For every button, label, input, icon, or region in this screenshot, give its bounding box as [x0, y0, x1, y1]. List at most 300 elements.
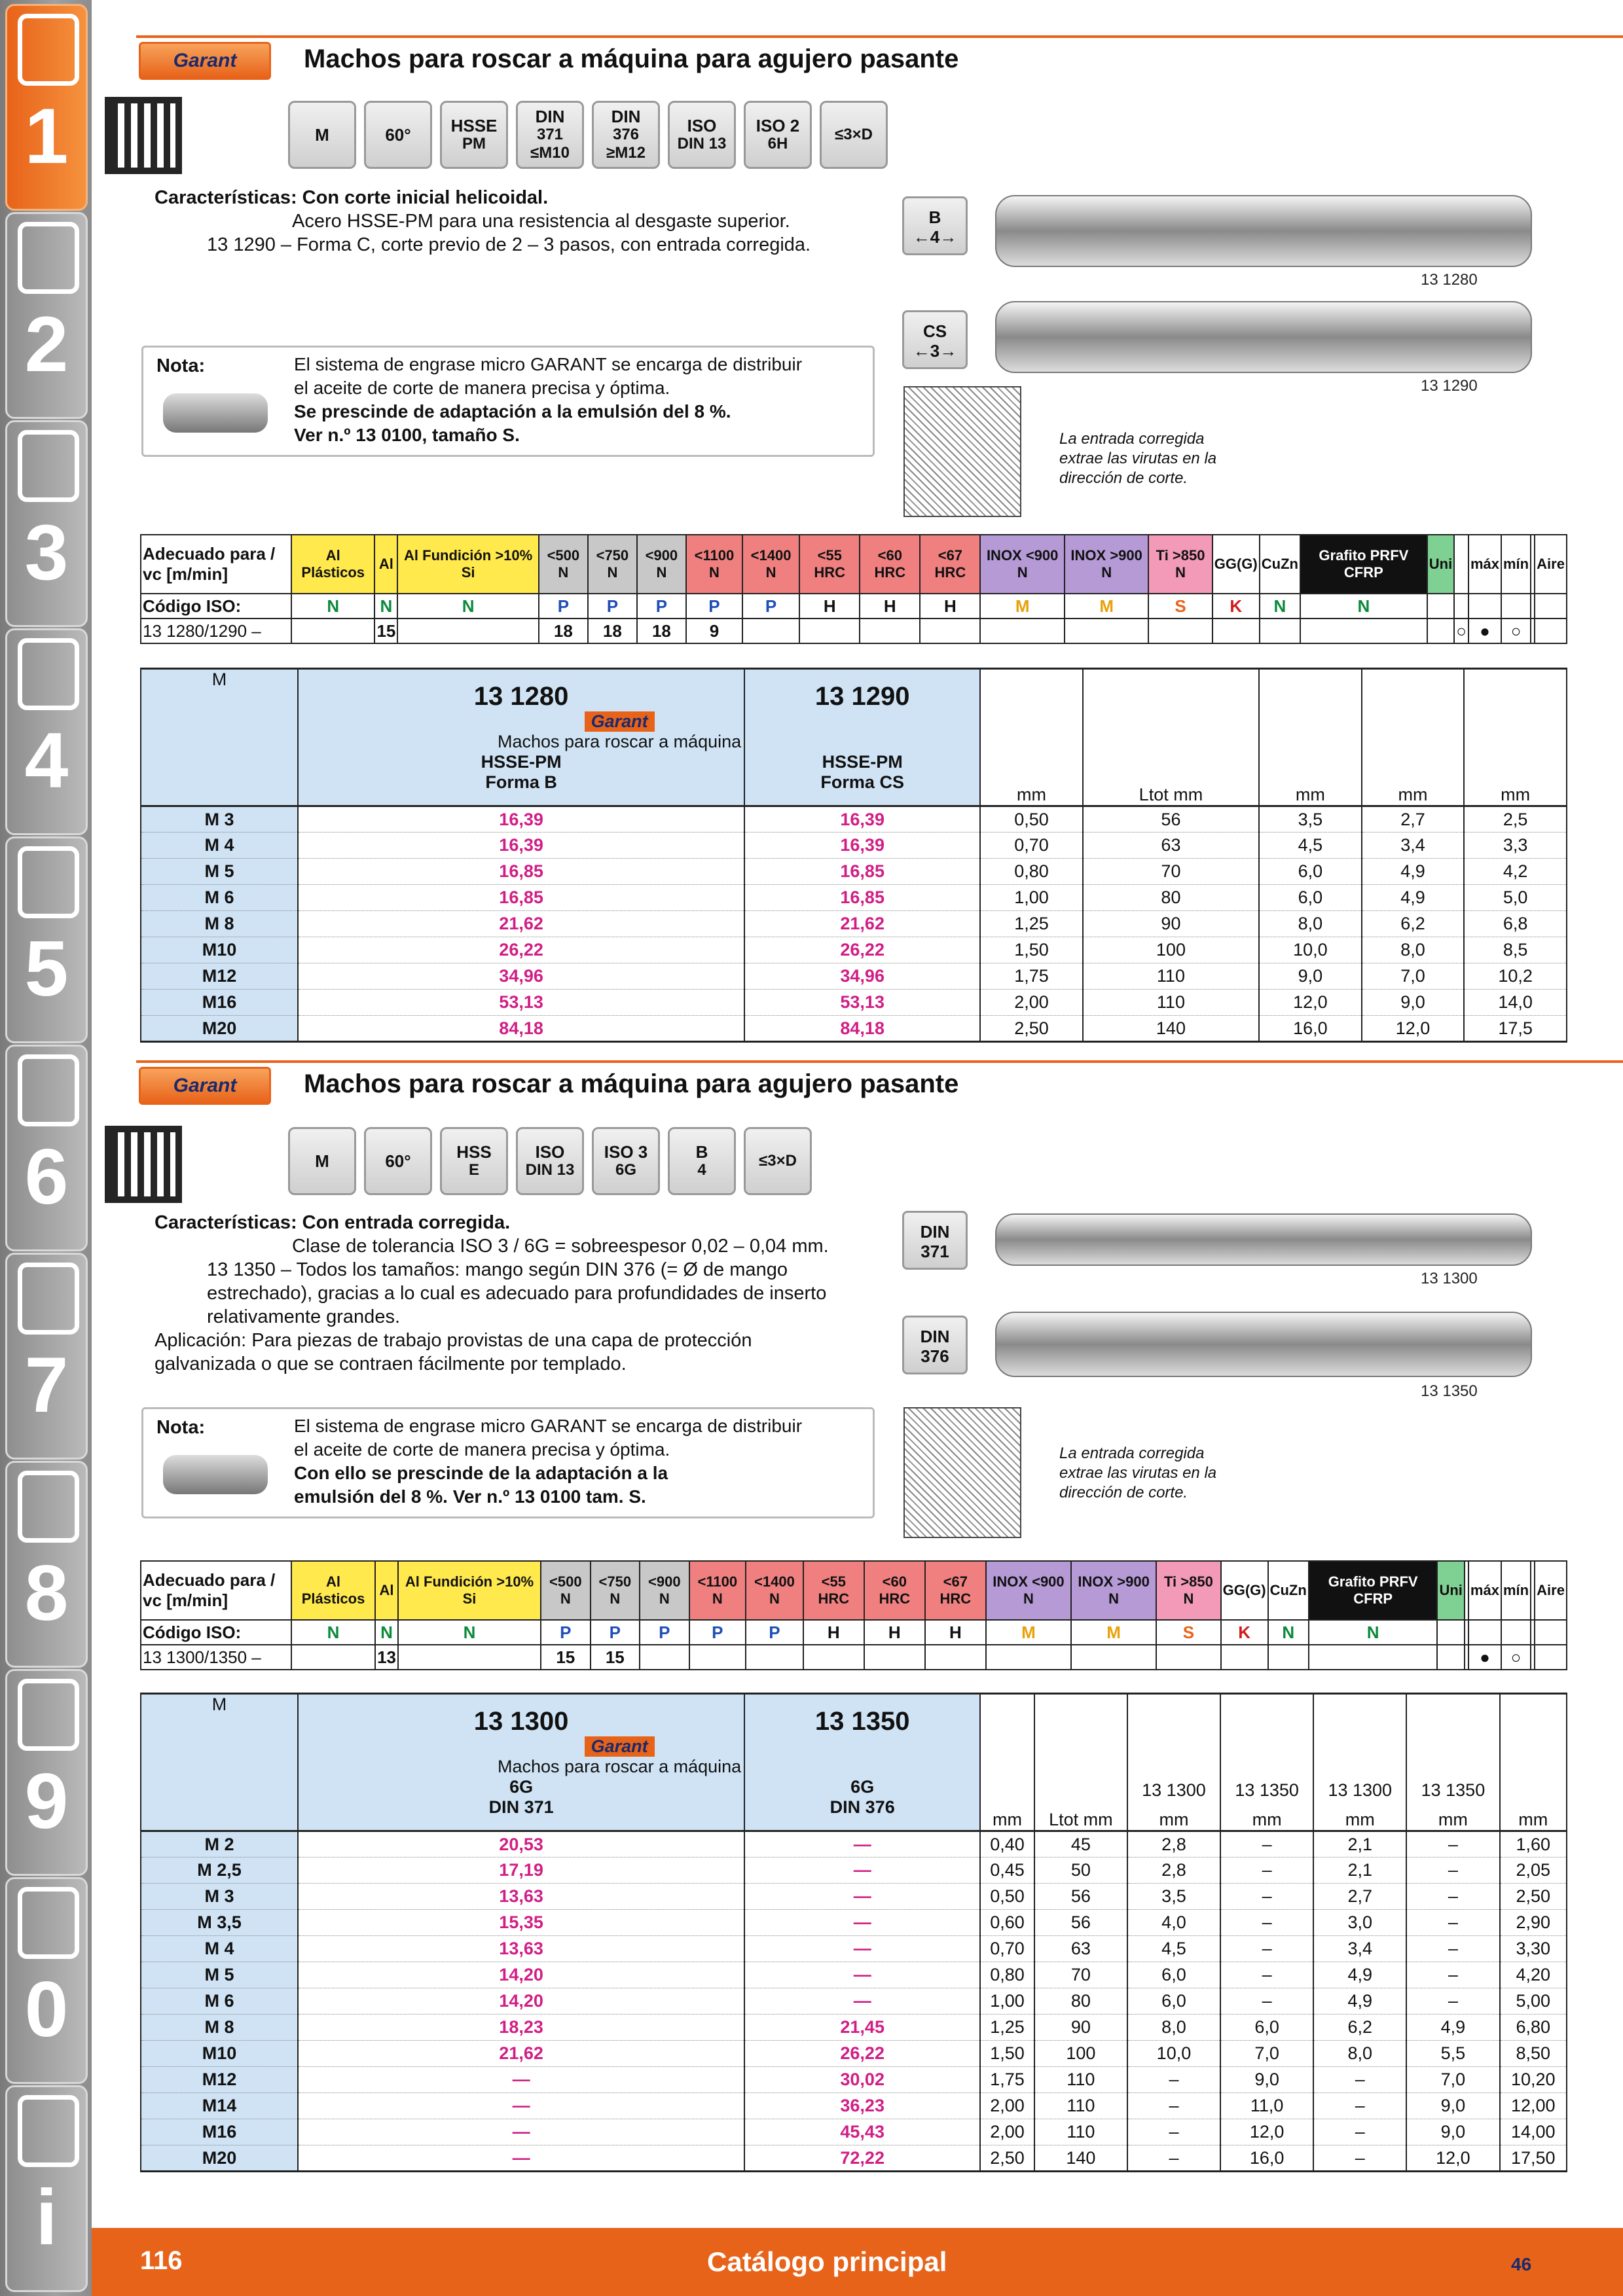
material-column: <60 HRC: [864, 1561, 925, 1620]
article-code: 13 1300: [473, 1707, 569, 1736]
iso-label: Código ISO:: [141, 594, 291, 619]
spec-symbol: [820, 101, 888, 169]
material-column: <750 N: [588, 535, 637, 594]
iso-code: [1535, 594, 1567, 619]
table-cell: 10,20: [1500, 2067, 1567, 2093]
iso-code: P: [689, 1620, 746, 1645]
photo-caption: 13 1350: [1421, 1382, 1478, 1400]
shape-label: CS: [922, 321, 947, 341]
chapter-tab-i[interactable]: [5, 2085, 88, 2292]
iso-code: N: [398, 1620, 541, 1645]
dimension-header: 13 1300 mm: [1127, 1694, 1220, 1831]
table-cell: 14,20: [298, 1962, 744, 1988]
table-cell: 26,22: [744, 937, 980, 963]
table-cell: 2,8: [1127, 1857, 1220, 1884]
table-cell: 36,23: [744, 2093, 980, 2119]
article-code: 13 1290: [814, 682, 910, 711]
table-cell: 16,85: [744, 885, 980, 911]
table-cell: 21,62: [744, 911, 980, 937]
table-cell: 21,62: [298, 911, 744, 937]
table-cell: 2,5: [1464, 806, 1567, 833]
chapter-tab-3[interactable]: [5, 420, 88, 627]
table-cell: 63: [1034, 1936, 1127, 1962]
vc-value: [1535, 1645, 1567, 1670]
table-cell: M 3: [141, 806, 298, 833]
table-cell: 7,0: [1406, 2067, 1499, 2093]
note-line: El sistema de engrase micro GARANT se encarga de distribuir: [294, 354, 803, 374]
iso-code: N: [1300, 594, 1427, 619]
table-cell: 16,85: [298, 885, 744, 911]
chapter-tab-1[interactable]: [5, 4, 88, 211]
iso-code: H: [920, 594, 980, 619]
symbol-line: ≤3×D: [759, 1152, 797, 1170]
table-row: [141, 1831, 1567, 1857]
material-column: mín: [1501, 535, 1531, 594]
tap-photo-13-1350: [995, 1312, 1532, 1377]
chapter-tab-5[interactable]: [5, 836, 88, 1043]
table-cell: 1,60: [1500, 1831, 1567, 1857]
vc-value: [398, 1645, 541, 1670]
article-code: 13 1350: [814, 1707, 910, 1736]
table-cell: 8,0: [1259, 911, 1362, 937]
table-cell: 110: [1083, 990, 1259, 1016]
table-row: [141, 990, 1567, 1016]
table-cell: 8,0: [1127, 2015, 1220, 2041]
table-row: [141, 2145, 1567, 2172]
table-cell: —: [744, 1831, 980, 1857]
feature-line: Aplicación: Para piezas de trabajo provistas de una capa de protección galvanizada o que se contraen fácilmente por templado.: [155, 1330, 752, 1374]
spec-symbol: [516, 101, 584, 169]
sub-code: 13 1300: [1328, 1780, 1393, 1800]
table-cell: –: [1220, 1857, 1313, 1884]
material-spec: Forma B: [485, 772, 557, 792]
symbol-line: ISO: [535, 1142, 565, 1162]
table-cell: –: [1313, 2067, 1406, 2093]
table-cell: 6,0: [1127, 1988, 1220, 2015]
spec-symbol: [364, 101, 432, 169]
flow-note-line: extrae las virutas en la: [1059, 1464, 1217, 1482]
vc-value: [1065, 619, 1148, 643]
feature-line: Acero HSSE-PM para una resistencia al desgaste superior.: [292, 211, 790, 232]
table-cell: –: [1220, 1936, 1313, 1962]
vc-value: 18: [588, 619, 637, 643]
symbol-line: 6H: [767, 135, 788, 152]
material-column: <67 HRC: [925, 1561, 986, 1620]
table-row: [141, 1910, 1567, 1936]
table-cell: 30,02: [744, 2067, 980, 2093]
table-cell: 72,22: [744, 2145, 980, 2172]
iso-code: S: [1156, 1620, 1220, 1645]
product-data-table: [140, 668, 1567, 1043]
iso-code: N: [374, 594, 397, 619]
table-cell: 12,0: [1259, 990, 1362, 1016]
symbol-line: DIN: [611, 107, 641, 126]
vc-value: 15: [374, 619, 397, 643]
chapter-icon: [18, 1679, 79, 1751]
dimension-header: mm: [1500, 1694, 1567, 1831]
table-cell: –: [1406, 1962, 1499, 1988]
vc-value: [746, 1645, 803, 1670]
table-cell: 6,0: [1220, 2015, 1313, 2041]
table-cell: 6,8: [1464, 911, 1567, 937]
vc-value: 18: [637, 619, 686, 643]
feature-line: Clase de tolerancia ISO 3 / 6G = sobreespesor 0,02 – 0,04 mm.: [292, 1236, 829, 1257]
table-cell: 12,0: [1220, 2119, 1313, 2145]
vc-value: [803, 1645, 864, 1670]
material-spec: DIN 376: [830, 1797, 895, 1817]
table-cell: 8,50: [1500, 2041, 1567, 2067]
table-cell: –: [1313, 2119, 1406, 2145]
iso-code: S: [1148, 594, 1212, 619]
note-line: Se prescinde de adaptación a la emulsión del 8 %.: [294, 401, 731, 422]
vc-value: [291, 1645, 375, 1670]
table-cell: 18,23: [298, 2015, 744, 2041]
iso-code: [1535, 1620, 1567, 1645]
article-code: 13 1280: [473, 682, 569, 711]
photo-caption: 13 1280: [1421, 271, 1478, 289]
table-cell: 21,62: [298, 2041, 744, 2067]
table-row: [141, 1962, 1567, 1988]
table-cell: 1,75: [980, 963, 1083, 990]
note-box: [141, 1407, 875, 1518]
iso-code: N: [1309, 1620, 1438, 1645]
iso-code: N: [1260, 594, 1300, 619]
material-spec: 6G: [509, 1777, 534, 1797]
material-column: Aire: [1535, 535, 1567, 594]
table-cell: 4,9: [1362, 859, 1465, 885]
material-column: <500 N: [539, 535, 588, 594]
table-row: [141, 833, 1567, 859]
table-cell: 2,90: [1500, 1910, 1567, 1936]
table-row: [141, 859, 1567, 885]
table-cell: M 3: [141, 1884, 298, 1910]
spec-symbol: [744, 101, 812, 169]
material-spec: 6G: [850, 1777, 875, 1797]
material-column: CuZn: [1268, 1561, 1309, 1620]
symbol-line: DIN 13: [525, 1161, 575, 1179]
table-cell: 2,50: [980, 1016, 1083, 1042]
table-cell: M16: [141, 990, 298, 1016]
chapter-number: i: [35, 2174, 58, 2261]
chapter-tab-0[interactable]: [5, 1877, 88, 2084]
iso-code: M: [1071, 1620, 1156, 1645]
chapter-icon: [18, 1263, 79, 1335]
table-cell: 2,05: [1500, 1857, 1567, 1884]
table-cell: 90: [1083, 911, 1259, 937]
iso-code: H: [925, 1620, 986, 1645]
iso-code: P: [746, 1620, 803, 1645]
table-cell: 3,30: [1500, 1936, 1567, 1962]
table-cell: M10: [141, 2041, 298, 2067]
iso-code: [1468, 1620, 1501, 1645]
spec-symbol: [364, 1127, 432, 1195]
table-row: [141, 1884, 1567, 1910]
table-cell: 13,63: [298, 1936, 744, 1962]
material-column: INOX <900 N: [986, 1561, 1071, 1620]
chapter-tab-9[interactable]: [5, 1669, 88, 1876]
table-cell: 84,18: [298, 1016, 744, 1042]
chapter-number: 0: [24, 1965, 69, 2053]
garant-logo: Garant: [585, 1736, 655, 1757]
table-cell: 4,9: [1313, 1988, 1406, 2015]
table-cell: 6,80: [1500, 2015, 1567, 2041]
table-cell: 4,5: [1259, 833, 1362, 859]
material-column: Aire: [1535, 1561, 1567, 1620]
table-cell: M 4: [141, 1936, 298, 1962]
din-376-badge: DIN 376: [902, 1316, 968, 1374]
table-cell: —: [298, 2119, 744, 2145]
table-cell: 2,00: [980, 2093, 1034, 2119]
chapter-icon: [18, 1471, 79, 1543]
table-cell: —: [298, 2093, 744, 2119]
dimension-header: 13 1350 mm: [1406, 1694, 1499, 1831]
product-header: [298, 669, 744, 806]
table-cell: 53,13: [298, 990, 744, 1016]
chapter-icon: [18, 430, 79, 502]
material-column: Uni: [1427, 535, 1454, 594]
table-row: [141, 2015, 1567, 2041]
lubrication-icon: [163, 1455, 268, 1494]
shape-label: B: [928, 207, 941, 227]
feature-line: Características: Con entrada corregida.: [155, 1212, 511, 1233]
iso-code: P: [742, 594, 799, 619]
dimension-header: mm: [980, 1694, 1034, 1831]
table-cell: 2,50: [980, 2145, 1034, 2172]
size-header: M: [141, 669, 298, 806]
table-cell: 2,7: [1313, 1884, 1406, 1910]
table-cell: 2,1: [1313, 1857, 1406, 1884]
table-cell: 56: [1083, 806, 1259, 833]
vc-value: [1300, 619, 1427, 643]
table-cell: —: [298, 2067, 744, 2093]
table-cell: 9,0: [1259, 963, 1362, 990]
vc-value: [864, 1645, 925, 1670]
iso-code: K: [1221, 1620, 1268, 1645]
vc-value: [397, 619, 538, 643]
table-cell: 1,50: [980, 2041, 1034, 2067]
table-cell: 5,5: [1406, 2041, 1499, 2067]
table-cell: M 8: [141, 2015, 298, 2041]
table-cell: 10,0: [1127, 2041, 1220, 2067]
table-cell: –: [1220, 1988, 1313, 2015]
vc-value: 9: [686, 619, 742, 643]
table-cell: 2,50: [1500, 1884, 1567, 1910]
vc-value: [1156, 1645, 1220, 1670]
symbol-line: DIN 13: [677, 135, 727, 152]
iso-code: P: [541, 1620, 591, 1645]
table-cell: —: [744, 1962, 980, 1988]
table-cell: –: [1406, 1988, 1499, 2015]
table-cell: 8,5: [1464, 937, 1567, 963]
material-label: Adecuado para / vc [m/min]: [141, 535, 291, 594]
table-cell: 110: [1034, 2093, 1127, 2119]
chapter-tab-6[interactable]: [5, 1045, 88, 1251]
symbol-line: M: [315, 1151, 329, 1171]
tap-photo-13-1280: [995, 195, 1532, 267]
vc-row-label: 13 1300/1350 –: [141, 1645, 291, 1670]
table-cell: 15,35: [298, 1910, 744, 1936]
table-cell: 9,0: [1362, 990, 1465, 1016]
table-cell: 26,22: [744, 2041, 980, 2067]
material-column: <55 HRC: [803, 1561, 864, 1620]
chapter-icon: [18, 846, 79, 918]
product-header: [298, 1694, 744, 1831]
table-cell: 100: [1034, 2041, 1127, 2067]
feature-line: 13 1350 – Todos los tamaños: mango según DIN 376 (= Ø de mango estrechado), gracias a lo cual es adecuado para profundidades de inserto relativamente grandes.: [207, 1259, 827, 1327]
chapter-number: 7: [24, 1341, 69, 1429]
iso-code: H: [799, 594, 860, 619]
material-spec: HSSE-PM: [822, 752, 903, 772]
garant-logo: Garant: [585, 711, 655, 732]
material-suitability-table: [140, 1560, 1567, 1670]
symbol-line: HSS: [456, 1142, 492, 1162]
table-cell: 2,8: [1127, 1831, 1220, 1857]
symbol-line: 376 ≥M12: [606, 126, 646, 162]
material-column: máx: [1468, 1561, 1501, 1620]
table-cell: 20,53: [298, 1831, 744, 1857]
table-cell: 9,0: [1406, 2093, 1499, 2119]
photo-caption: 13 1290: [1421, 377, 1478, 395]
product-header: [744, 1694, 980, 1831]
vc-value: [1535, 619, 1567, 643]
table-cell: –: [1406, 1936, 1499, 1962]
vc-value: [925, 1645, 986, 1670]
vc-value: [291, 619, 374, 643]
note-line: el aceite de corte de manera precisa y óptima.: [294, 1439, 670, 1460]
iso-code: [1454, 594, 1468, 619]
symbol-line: M: [315, 125, 329, 145]
material-spec: DIN 371: [488, 1797, 554, 1817]
table-cell: 16,85: [744, 859, 980, 885]
flow-note-line: La entrada corregida: [1059, 1444, 1205, 1462]
sub-code: 13 1350: [1235, 1780, 1299, 1800]
vc-value: [1309, 1645, 1438, 1670]
table-cell: 4,20: [1500, 1962, 1567, 1988]
table-row: [141, 963, 1567, 990]
product-subtitle: Machos para roscar a máquina: [498, 732, 742, 751]
tap-photo-13-1300: [995, 1213, 1532, 1266]
iso-code: N: [291, 1620, 375, 1645]
table-cell: 7,0: [1220, 2041, 1313, 2067]
symbol-line: ISO: [687, 116, 717, 135]
features-text: [155, 1211, 914, 1376]
note-box: [141, 346, 875, 457]
table-cell: 6,0: [1127, 1962, 1220, 1988]
table-cell: —: [744, 1884, 980, 1910]
photo-caption: 13 1300: [1421, 1270, 1478, 1287]
table-cell: –: [1406, 1910, 1499, 1936]
garant-logo: Garant: [139, 1067, 271, 1105]
material-column: Al Fundición >10% Si: [398, 1561, 541, 1620]
tapping-diagram: [903, 386, 1021, 517]
sheet-number: 46: [1511, 2254, 1532, 2274]
shape-value: 4: [930, 227, 940, 247]
vc-value: ○: [1501, 619, 1531, 643]
chapter-number: 3: [24, 509, 69, 596]
qr-code-icon[interactable]: [105, 97, 182, 174]
material-column: Al Plásticos: [291, 1561, 375, 1620]
table-cell: 16,85: [298, 859, 744, 885]
table-cell: 80: [1034, 1988, 1127, 2015]
iso-label: Código ISO:: [141, 1620, 291, 1645]
vc-value: [1071, 1645, 1156, 1670]
table-cell: –: [1406, 1884, 1499, 1910]
catalog-title: Catálogo principal: [707, 2246, 947, 2277]
table-cell: 1,25: [980, 2015, 1034, 2041]
iso-code: [1501, 1620, 1531, 1645]
table-row: [141, 1857, 1567, 1884]
table-cell: M 2,5: [141, 1857, 298, 1884]
note-text: [294, 1414, 802, 1509]
chapter-tab-4[interactable]: [5, 628, 88, 835]
table-row: [141, 2119, 1567, 2145]
note-line: el aceite de corte de manera precisa y óptima.: [294, 378, 670, 398]
material-column: Al Fundición >10% Si: [397, 535, 538, 594]
table-cell: 70: [1083, 859, 1259, 885]
table-cell: 100: [1083, 937, 1259, 963]
table-cell: 5,00: [1500, 1988, 1567, 2015]
table-cell: 34,96: [298, 963, 744, 990]
vc-value: ○: [1501, 1645, 1531, 1670]
feature-line: Características: Con corte inicial helicoidal.: [155, 187, 549, 208]
table-cell: 16,0: [1220, 2145, 1313, 2172]
table-cell: 1,75: [980, 2067, 1034, 2093]
material-column: mín: [1501, 1561, 1531, 1620]
chapter-icon: [18, 222, 79, 294]
table-cell: 34,96: [744, 963, 980, 990]
table-cell: 17,5: [1464, 1016, 1567, 1042]
symbol-line: 371 ≤M10: [530, 126, 570, 162]
chapter-tab-7[interactable]: [5, 1253, 88, 1460]
chapter-tab-2[interactable]: [5, 212, 88, 419]
iso-code: P: [640, 1620, 689, 1645]
table-cell: 3,5: [1127, 1884, 1220, 1910]
qr-code-icon[interactable]: [105, 1126, 182, 1203]
vc-value: 13: [375, 1645, 398, 1670]
material-column: <55 HRC: [799, 535, 860, 594]
table-cell: 110: [1034, 2119, 1127, 2145]
table-cell: 84,18: [744, 1016, 980, 1042]
material-column: INOX <900 N: [980, 535, 1064, 594]
iso-code: N: [397, 594, 538, 619]
product-data-table: [140, 1693, 1567, 2172]
table-cell: 11,0: [1220, 2093, 1313, 2119]
table-cell: 80: [1083, 885, 1259, 911]
symbol-line: 60°: [385, 1151, 411, 1171]
vc-value: [986, 1645, 1071, 1670]
chapter-icon: [18, 1054, 79, 1126]
table-cell: –: [1220, 1910, 1313, 1936]
note-line: emulsión del 8 %. Ver n.º 13 0100 tam. S.: [294, 1486, 646, 1507]
material-column: <1400 N: [746, 1561, 803, 1620]
table-cell: 14,0: [1464, 990, 1567, 1016]
chapter-tab-8[interactable]: [5, 1461, 88, 1668]
catalog-page: [92, 0, 1623, 2296]
table-row: [141, 2067, 1567, 2093]
table-cell: —: [298, 2145, 744, 2172]
iso-code: N: [1268, 1620, 1309, 1645]
spec-symbol: [288, 1127, 356, 1195]
table-cell: 17,50: [1500, 2145, 1567, 2172]
vc-value: [1213, 619, 1260, 643]
table-cell: –: [1220, 1831, 1313, 1857]
table-cell: 63: [1083, 833, 1259, 859]
material-column: máx: [1468, 535, 1501, 594]
vc-value: [689, 1645, 746, 1670]
table-cell: 17,19: [298, 1857, 744, 1884]
iso-code: P: [637, 594, 686, 619]
table-cell: 56: [1034, 1884, 1127, 1910]
